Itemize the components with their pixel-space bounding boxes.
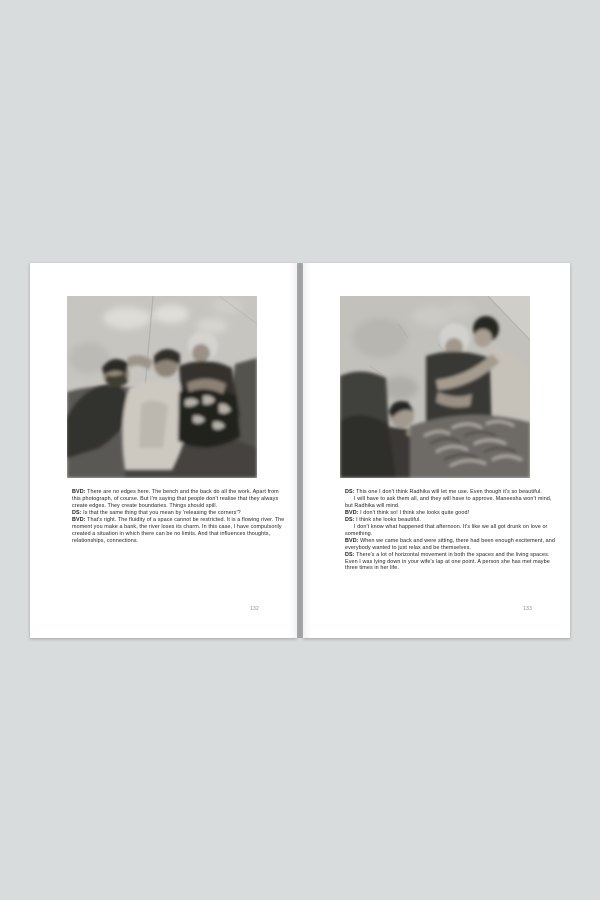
right-photo — [340, 296, 530, 478]
left-page-number: 132 — [250, 606, 259, 612]
dialogue-text: I don't think so! I think she looks quite good! — [360, 509, 470, 516]
speaker-label: BVD: — [345, 537, 359, 544]
right-dialogue — [345, 489, 558, 572]
dialogue-text: I don't know what happened that afternoon. It's like we all got drunk on love or something. — [345, 523, 548, 537]
speaker-label: DS: — [345, 551, 355, 558]
dialogue-paragraph — [345, 524, 558, 538]
left-dialogue — [72, 489, 285, 545]
dialogue-paragraph — [72, 510, 285, 517]
dialogue-text: There are no edges here. The bench and the back do all the work. Apart from this photograph, of course. But I'm saying that people don't realise that they always create edges. They create boundaries. Things should spill. — [72, 489, 279, 509]
dialogue-paragraph — [72, 517, 285, 545]
right-page-number: 133 — [523, 606, 532, 612]
speaker-label: DS: — [345, 489, 355, 495]
dialogue-text: That's right. The fluidity of a space cannot be restricted. It is a flowing river. The moment you make a bank, the river loses its charm. In this case, I have compulsorily created a situation in which there can be no limits. And that influences thoughts, relationships, connections. — [72, 516, 285, 544]
spread — [30, 263, 570, 638]
dialogue-text: When we came back and were sitting, there had been enough excitement, and everybody wanted to just relax and be themselves. — [345, 537, 555, 551]
dialogue-paragraph — [345, 489, 558, 496]
dialogue-paragraph — [72, 489, 285, 510]
speaker-label: BVD: — [72, 516, 86, 523]
left-page — [30, 263, 297, 638]
right-page — [303, 263, 570, 638]
dialogue-text: This one I don't think Radhika will let me use. Even though it's so beautiful. — [356, 489, 542, 495]
dialogue-text: There's a lot of horizontal movement in both the spaces and the living spaces. Even I was lying down in your wife's lap at one point. A person she has met maybe three times in her life. — [345, 551, 550, 572]
dialogue-paragraph — [345, 517, 558, 524]
dialogue-paragraph — [345, 496, 558, 510]
dialogue-paragraph — [345, 510, 558, 517]
dialogue-paragraph — [345, 538, 558, 552]
dialogue-text: I will have to ask them all, and they will have to approve. Maneesha won't mind, but Radhika will mind. — [345, 495, 552, 509]
right-photo-illustration — [340, 296, 530, 478]
speaker-label: DS: — [345, 516, 355, 523]
speaker-label: BVD: — [72, 489, 86, 495]
dialogue-text: Is that the same thing that you mean by 'releasing the corners'? — [83, 509, 241, 516]
dialogue-text: I think she looks beautiful. — [356, 516, 421, 523]
left-photo-illustration — [67, 296, 257, 478]
speaker-label: BVD: — [345, 509, 359, 516]
dialogue-paragraph — [345, 552, 558, 573]
speaker-label: DS: — [72, 509, 82, 516]
left-photo — [67, 296, 257, 478]
